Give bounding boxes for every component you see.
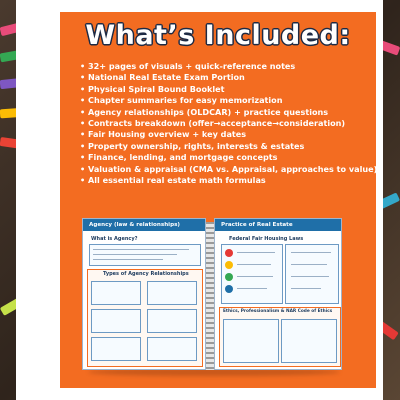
ethics-card <box>281 319 337 363</box>
text-line <box>291 252 331 253</box>
list-item: • Finance, lending, and mortgage concepts <box>80 152 376 163</box>
section-title: What is Agency? <box>91 236 138 242</box>
text-line <box>237 276 273 277</box>
right-page-header: Practice of Real Estate <box>215 219 341 231</box>
agency-card <box>147 337 197 361</box>
text-line <box>93 259 163 260</box>
section-title: Types of Agency Relationships <box>103 271 189 277</box>
bullet-icon <box>225 249 233 257</box>
agency-card <box>91 281 141 305</box>
text-line <box>237 264 271 265</box>
text-line <box>291 288 321 289</box>
list-item: • 32+ pages of visuals + quick-reference notes <box>80 61 376 72</box>
list-item: • Chapter summaries for easy memorization <box>80 95 376 106</box>
bullet-icon <box>225 261 233 269</box>
text-line <box>237 288 267 289</box>
booklet-right-page <box>214 218 342 370</box>
bullet-icon <box>225 285 233 293</box>
section-title: Federal Fair Housing Laws <box>229 236 304 242</box>
agency-card <box>91 337 141 361</box>
bullet-icon <box>225 273 233 281</box>
text-line <box>291 276 329 277</box>
left-page-header: Agency (law & relationships) <box>83 219 205 231</box>
list-item: • All essential real estate math formulas <box>80 175 376 186</box>
text-line <box>237 252 275 253</box>
spiral-binding <box>206 222 214 370</box>
list-item: • National Real Estate Exam Portion <box>80 72 376 83</box>
text-line <box>93 249 189 250</box>
text-line <box>291 264 327 265</box>
text-line <box>93 254 177 255</box>
page-title: What’s Included: <box>85 20 351 51</box>
list-item: • Physical Spiral Bound Booklet <box>80 84 376 95</box>
list-item: • Contracts breakdown (offer→acceptance→consideration) <box>80 118 376 129</box>
list-item: • Agency relationships (OLDCAR) + practice questions <box>80 107 376 118</box>
agency-card <box>147 281 197 305</box>
agency-card <box>147 309 197 333</box>
list-item: • Fair Housing overview + key dates <box>80 129 376 140</box>
booklet-preview <box>82 218 342 378</box>
ethics-card <box>223 319 279 363</box>
section-title: Ethics, Professionalism & NAR Code of Ethics <box>223 309 333 314</box>
list-item: • Valuation & appraisal (CMA vs. Appraisal, approaches to value) <box>80 164 376 175</box>
included-list <box>80 61 376 186</box>
agency-card <box>91 309 141 333</box>
booklet-left-page <box>82 218 206 370</box>
list-item: • Property ownership, rights, interests & estates <box>80 141 376 152</box>
